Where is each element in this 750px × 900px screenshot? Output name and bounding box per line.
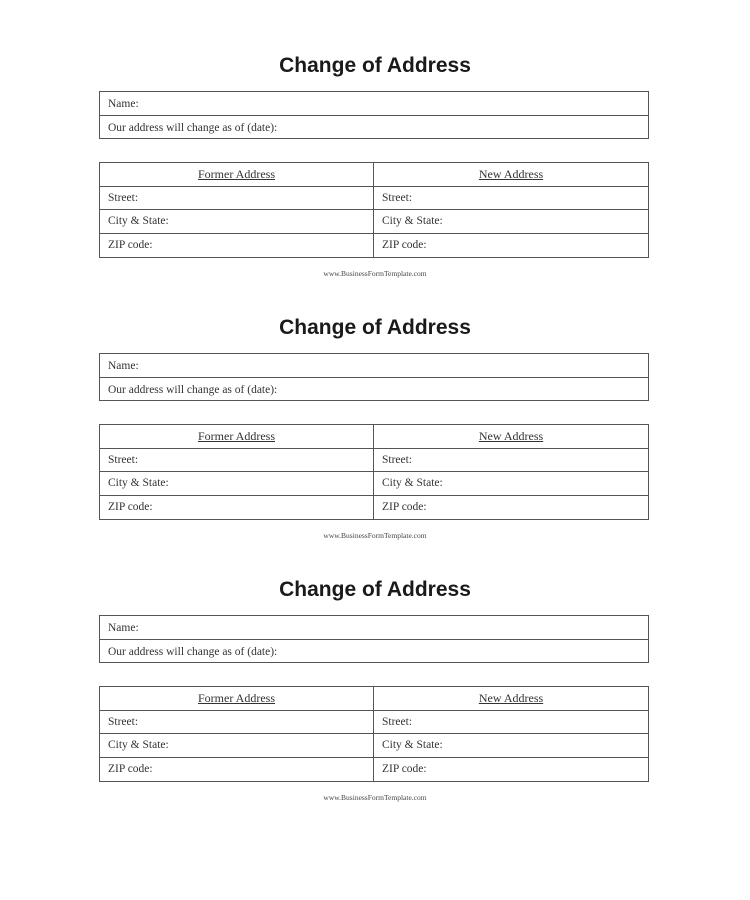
change-date-field[interactable]: Our address will change as of (date): <box>108 384 278 396</box>
new-city-state-field[interactable]: City & State: <box>374 210 648 234</box>
former-address-header: Former Address <box>100 425 373 449</box>
address-table <box>99 424 649 520</box>
former-street-field[interactable]: Street: <box>100 187 373 211</box>
address-table <box>99 686 649 782</box>
name-date-box <box>99 353 649 401</box>
new-address-column <box>374 163 648 257</box>
card-title: Change of Address <box>279 54 471 77</box>
former-address-header: Former Address <box>100 163 373 187</box>
name-field[interactable]: Name: <box>100 616 648 640</box>
former-zip-field[interactable]: ZIP code: <box>108 762 153 775</box>
change-date-field[interactable]: Our address will change as of (date): <box>108 646 278 658</box>
former-address-column <box>100 163 374 257</box>
name-field[interactable]: Name: <box>100 92 648 116</box>
former-city-state-field[interactable]: City & State: <box>100 210 373 234</box>
footer-url: www.BusinessFormTemplate.com <box>323 269 427 278</box>
new-street-field[interactable]: Street: <box>374 187 648 211</box>
new-city-state-field[interactable]: City & State: <box>374 734 648 758</box>
former-address-column <box>100 687 374 781</box>
address-table <box>99 162 649 258</box>
new-address-header: New Address <box>374 163 648 187</box>
name-date-box <box>99 615 649 663</box>
former-street-field[interactable]: Street: <box>100 711 373 735</box>
card-title: Change of Address <box>279 578 471 601</box>
new-address-header: New Address <box>374 687 648 711</box>
card-title: Change of Address <box>279 316 471 339</box>
new-zip-field[interactable]: ZIP code: <box>382 762 427 775</box>
former-address-column <box>100 425 374 519</box>
former-city-state-field[interactable]: City & State: <box>100 734 373 758</box>
new-city-state-field[interactable]: City & State: <box>374 472 648 496</box>
change-date-field[interactable]: Our address will change as of (date): <box>108 122 278 134</box>
name-field[interactable]: Name: <box>100 354 648 378</box>
new-zip-field[interactable]: ZIP code: <box>382 238 427 251</box>
former-city-state-field[interactable]: City & State: <box>100 472 373 496</box>
former-address-header: Former Address <box>100 687 373 711</box>
former-zip-field[interactable]: ZIP code: <box>108 238 153 251</box>
former-zip-field[interactable]: ZIP code: <box>108 500 153 513</box>
new-address-header: New Address <box>374 425 648 449</box>
new-street-field[interactable]: Street: <box>374 449 648 473</box>
new-street-field[interactable]: Street: <box>374 711 648 735</box>
former-street-field[interactable]: Street: <box>100 449 373 473</box>
new-zip-field[interactable]: ZIP code: <box>382 500 427 513</box>
footer-url: www.BusinessFormTemplate.com <box>323 793 427 802</box>
new-address-column <box>374 425 648 519</box>
name-date-box <box>99 91 649 139</box>
new-address-column <box>374 687 648 781</box>
footer-url: www.BusinessFormTemplate.com <box>323 531 427 540</box>
